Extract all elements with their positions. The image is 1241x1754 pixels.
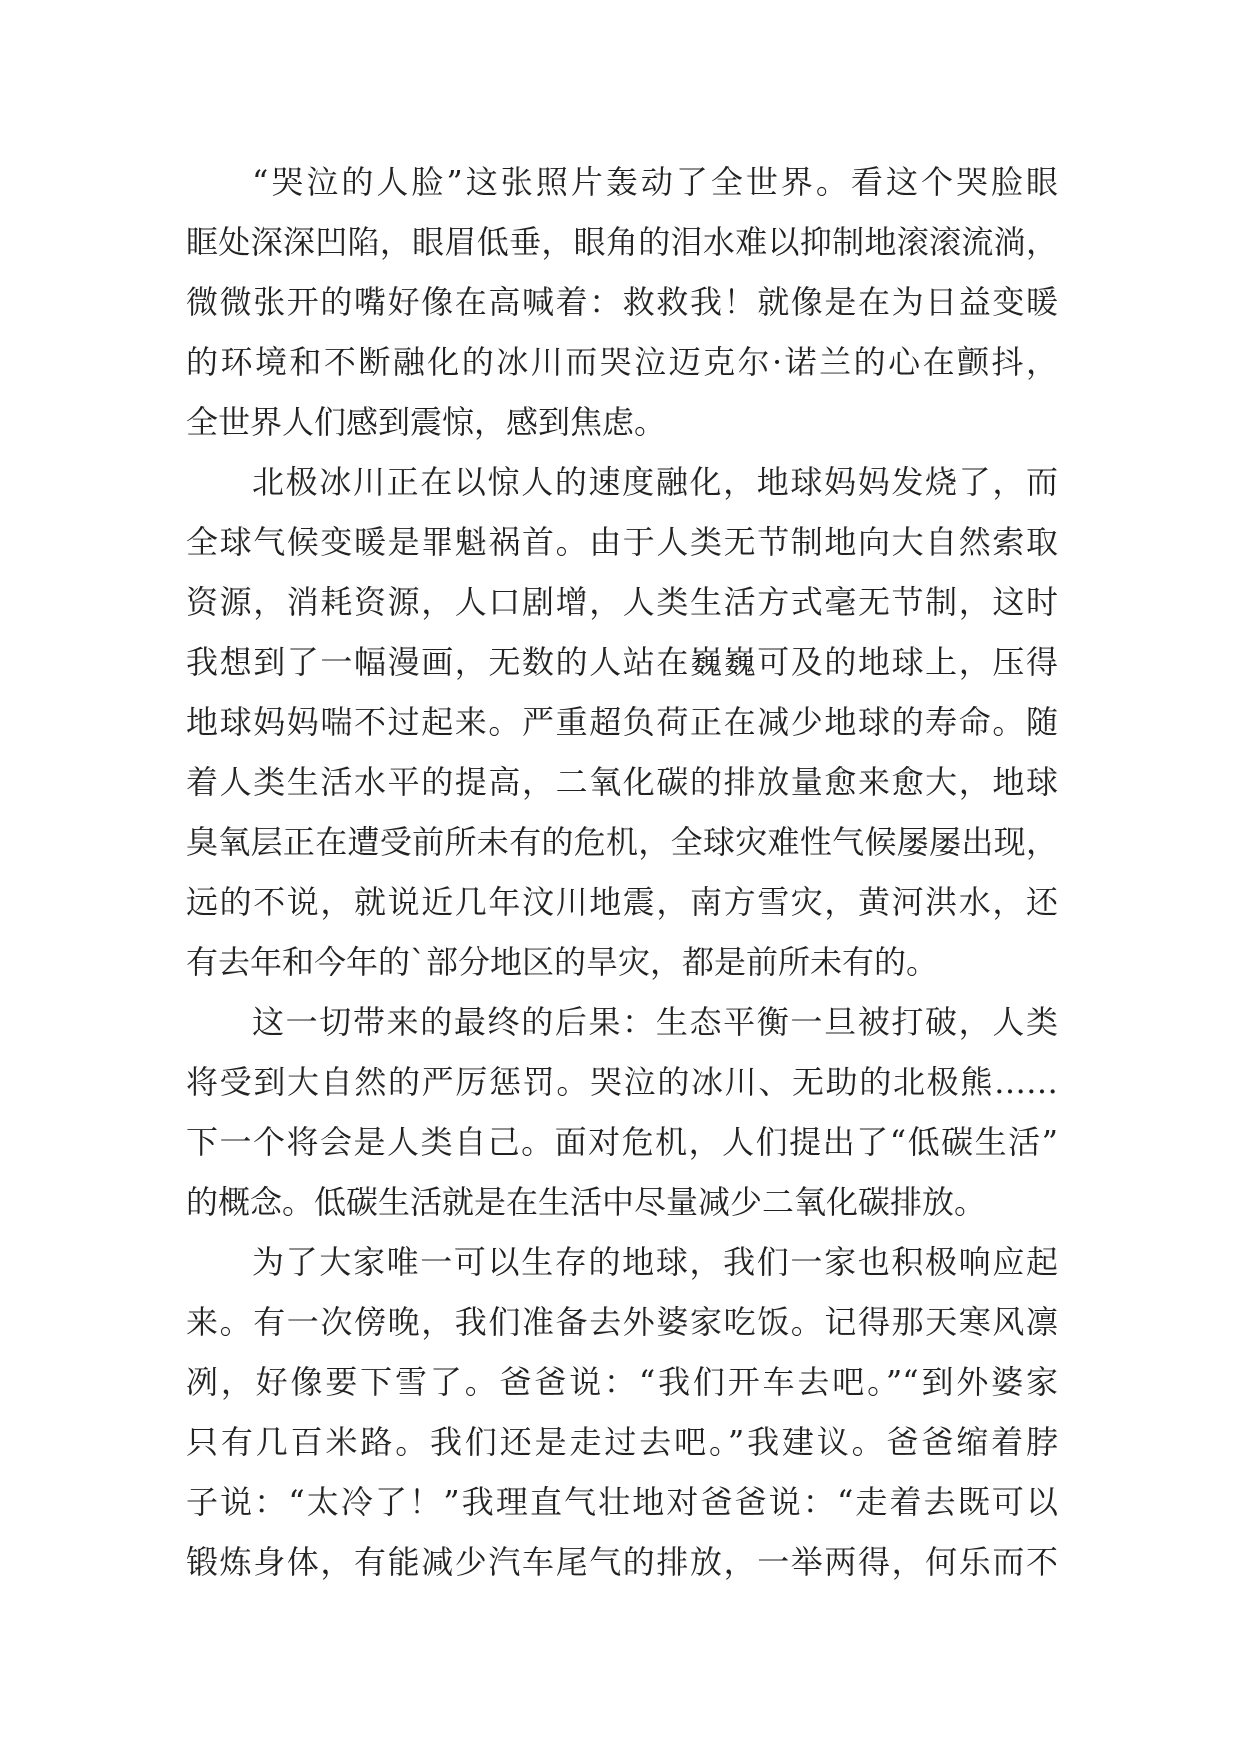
text-line: 锻炼身体，有能减少汽车尾气的排放，一举两得，何乐而不 — [186, 1543, 1058, 1581]
paragraph-3 — [186, 992, 1058, 1232]
text-line: 这一切带来的最终的后果：生态平衡一旦被打破，人类 — [252, 1003, 1058, 1041]
text-line: 冽，好像要下雪了。爸爸说：“我们开车去吧。”“到外婆家 — [186, 1363, 1058, 1401]
text-line: 北极冰川正在以惊人的速度融化，地球妈妈发烧了，而 — [252, 463, 1058, 501]
text-line: 有去年和今年的`部分地区的旱灾，都是前所未有的。 — [186, 943, 939, 981]
document-body — [186, 152, 1058, 1592]
text-line: 将受到大自然的严厉惩罚。哭泣的冰川、无助的北极熊…… — [186, 1063, 1058, 1101]
text-line: 来。有一次傍晚，我们准备去外婆家吃饭。记得那天寒风凛 — [186, 1303, 1058, 1341]
text-line: 的概念。低碳生活就是在生活中尽量减少二氧化碳排放。 — [186, 1183, 987, 1221]
text-line: 的环境和不断融化的冰川而哭泣迈克尔·诺兰的心在颤抖， — [186, 343, 1058, 381]
text-line: 全世界人们感到震惊，感到焦虑。 — [186, 403, 667, 441]
text-line: 为了大家唯一可以生存的地球，我们一家也积极响应起 — [252, 1243, 1058, 1281]
text-line: 下一个将会是人类自己。面对危机，人们提出了“低碳生活” — [186, 1123, 1058, 1161]
text-line: 地球妈妈喘不过起来。严重超负荷正在减少地球的寿命。随 — [186, 703, 1058, 741]
paragraph-4 — [186, 1232, 1058, 1592]
text-line: 臭氧层正在遭受前所未有的危机，全球灾难性气候屡屡出现， — [186, 823, 1058, 861]
paragraph-2 — [186, 452, 1058, 992]
paragraph-1 — [186, 152, 1058, 452]
text-line: 眶处深深凹陷，眼眉低垂，眼角的泪水难以抑制地滚滚流淌， — [186, 223, 1058, 261]
text-line: 着人类生活水平的提高，二氧化碳的排放量愈来愈大，地球 — [186, 763, 1058, 801]
text-line: 只有几百米路。我们还是走过去吧。”我建议。爸爸缩着脖 — [186, 1423, 1058, 1461]
text-line: 我想到了一幅漫画，无数的人站在巍巍可及的地球上，压得 — [186, 643, 1058, 681]
text-line: 资源，消耗资源，人口剧增，人类生活方式毫无节制，这时 — [186, 583, 1058, 621]
text-line: “哭泣的人脸”这张照片轰动了全世界。看这个哭脸眼 — [252, 163, 1058, 201]
text-line: 全球气候变暖是罪魁祸首。由于人类无节制地向大自然索取 — [186, 523, 1058, 561]
text-line: 远的不说，就说近几年汶川地震，南方雪灾，黄河洪水，还 — [186, 883, 1058, 921]
text-line: 子说：“太冷了！”我理直气壮地对爸爸说：“走着去既可以 — [186, 1483, 1058, 1521]
text-line: 微微张开的嘴好像在高喊着：救救我！就像是在为日益变暖 — [186, 283, 1058, 321]
